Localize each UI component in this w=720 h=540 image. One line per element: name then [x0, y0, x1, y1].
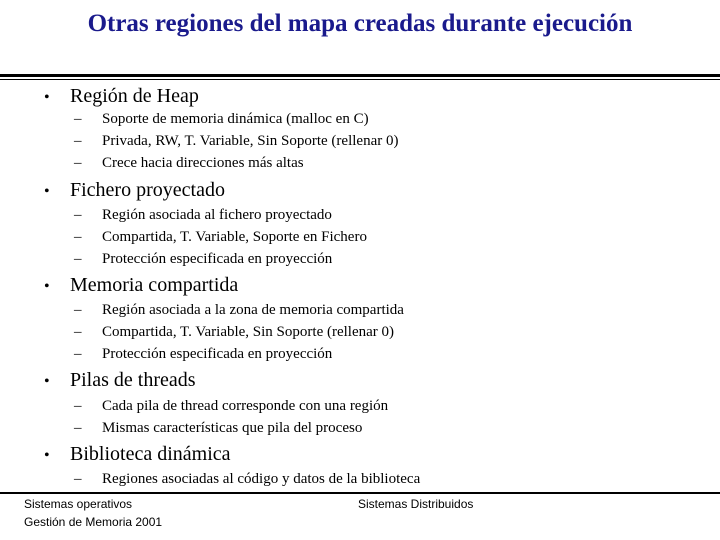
sub-item — [74, 153, 304, 173]
dash-icon: – — [74, 251, 82, 267]
bullet-heading-text: Memoria compartida — [70, 274, 239, 296]
title-rule-thick — [0, 74, 720, 77]
dash-icon: – — [74, 346, 82, 362]
dash-icon: – — [74, 471, 82, 487]
dash-icon: – — [74, 398, 82, 414]
sub-item-text: Crece hacia direcciones más altas — [102, 155, 304, 171]
sub-item-text: Protección especificada en proyección — [102, 251, 333, 267]
sub-item-text: Cada pila de thread corresponde con una región — [102, 398, 389, 414]
bullet-dot-icon: • — [44, 89, 50, 106]
bullet-heading-text: Región de Heap — [70, 85, 199, 107]
sub-item — [74, 344, 332, 364]
dash-icon: – — [74, 155, 82, 171]
sub-item-text: Mismas características que pila del proceso — [102, 420, 363, 436]
dash-icon: – — [74, 207, 82, 223]
bullet-dot-icon: • — [44, 373, 50, 390]
footer-course: Sistemas operativos — [24, 497, 133, 511]
page-title: Otras regiones del mapa creadas durante ejecución — [87, 10, 633, 37]
sub-item — [74, 396, 388, 416]
sub-item-text: Protección especificada en proyección — [102, 346, 333, 362]
dash-icon: – — [74, 302, 82, 318]
sub-item-text: Regiones asociadas al código y datos de la biblioteca — [102, 471, 421, 487]
sub-item — [74, 227, 367, 247]
sub-item-text: Privada, RW, T. Variable, Sin Soporte (rellenar 0) — [102, 133, 399, 149]
dash-icon: – — [74, 420, 82, 436]
bullet-heading — [44, 368, 196, 394]
footer-topic: Gestión de Memoria 2001 — [24, 515, 163, 529]
sub-item — [74, 418, 362, 438]
bullet-heading — [44, 84, 199, 110]
bullet-heading — [44, 273, 238, 299]
sub-item — [74, 469, 420, 489]
bullet-heading — [44, 442, 231, 468]
sub-item — [74, 249, 332, 269]
bullet-dot-icon: • — [44, 447, 50, 464]
dash-icon: – — [74, 111, 82, 127]
bullet-heading — [44, 178, 225, 204]
dash-icon: – — [74, 324, 82, 340]
dash-icon: – — [74, 133, 82, 149]
sub-item — [74, 109, 369, 129]
footer-rule — [0, 492, 720, 494]
bullet-heading-text: Pilas de threads — [70, 369, 196, 391]
bullet-heading-text: Fichero proyectado — [70, 179, 225, 201]
sub-item — [74, 300, 404, 320]
title-rule-thin — [0, 79, 720, 80]
footer-center: Sistemas Distribuidos — [358, 497, 474, 511]
bullet-heading-text: Biblioteca dinámica — [70, 443, 231, 465]
sub-item — [74, 205, 332, 225]
bullet-dot-icon: • — [44, 278, 50, 295]
sub-item-text: Región asociada al fichero proyectado — [102, 207, 332, 223]
sub-item-text: Región asociada a la zona de memoria compartida — [102, 302, 404, 318]
sub-item-text: Soporte de memoria dinámica (malloc en C) — [102, 111, 369, 127]
sub-item — [74, 322, 394, 342]
sub-item-text: Compartida, T. Variable, Soporte en Fichero — [102, 229, 367, 245]
sub-item-text: Compartida, T. Variable, Sin Soporte (rellenar 0) — [102, 324, 395, 340]
sub-item — [74, 131, 398, 151]
dash-icon: – — [74, 229, 82, 245]
bullet-dot-icon: • — [44, 183, 50, 200]
